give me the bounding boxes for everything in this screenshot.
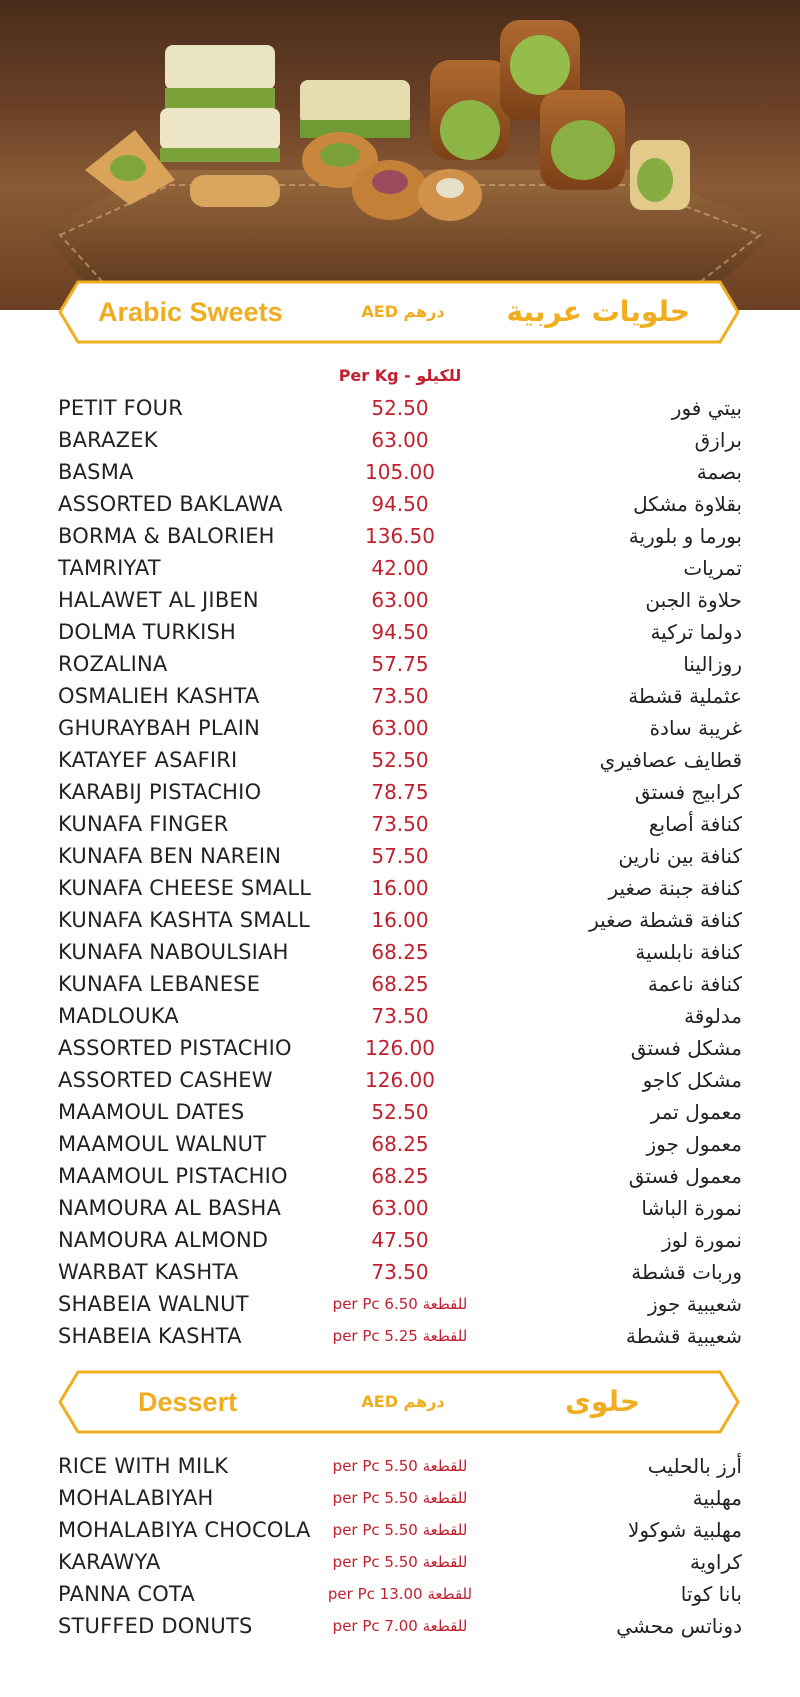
- item-name-en: ASSORTED BAKLAWA: [58, 492, 283, 516]
- item-name-ar: برازق: [694, 428, 742, 452]
- item-name-ar: مدلوقة: [684, 1004, 742, 1028]
- menu-item-row: [0, 456, 800, 488]
- menu-item-row: [0, 584, 800, 616]
- item-name-en: MOHALABIYAH: [58, 1486, 214, 1510]
- section-title-en: Arabic Sweets: [98, 297, 283, 327]
- item-name-en: NAMOURA ALMOND: [58, 1228, 269, 1252]
- arabic-sweets-list: [0, 392, 800, 1352]
- item-price: 73.50: [371, 684, 429, 708]
- item-name-en: RICE WITH MILK: [58, 1454, 229, 1478]
- item-name-en: KUNAFA CHEESE SMALL: [58, 876, 312, 900]
- menu-item-row: [0, 1032, 800, 1064]
- menu-item-row: [0, 1482, 800, 1514]
- menu-item-row: [0, 552, 800, 584]
- menu-item-row: [0, 392, 800, 424]
- item-name-en: OSMALIEH KASHTA: [58, 684, 260, 708]
- menu-item-row: [0, 424, 800, 456]
- item-name-ar: بصمة: [696, 460, 742, 484]
- menu-item-row: [0, 1578, 800, 1610]
- item-name-en: KUNAFA FINGER: [58, 812, 229, 836]
- item-name-ar: بورما و بلورية: [628, 524, 742, 548]
- item-price: 68.25: [371, 1164, 429, 1188]
- menu-item-row: [0, 520, 800, 552]
- item-name-en: STUFFED DONUTS: [58, 1614, 253, 1638]
- item-price: 63.00: [371, 428, 429, 452]
- item-price: 47.50: [371, 1228, 429, 1252]
- item-price: 94.50: [371, 492, 429, 516]
- item-price: per Pc 5.50 للقطعة: [332, 1553, 468, 1571]
- currency-label: AED درهم: [361, 1392, 445, 1411]
- item-name-en: SHABEIA WALNUT: [58, 1292, 249, 1316]
- menu-item-row: [0, 936, 800, 968]
- item-name-en: KUNAFA LEBANESE: [58, 972, 261, 996]
- item-name-en: SHABEIA KASHTA: [58, 1324, 242, 1348]
- item-name-ar: نمورة الباشا: [641, 1196, 742, 1220]
- item-price: per Pc 6.50 للقطعة: [332, 1295, 468, 1313]
- item-name-ar: حلاوة الجبن: [645, 588, 742, 612]
- item-price: 73.50: [371, 1004, 429, 1028]
- item-name-ar: شعيبية قشطة: [625, 1324, 742, 1348]
- unit-label: Per Kg - للكيلو: [338, 366, 462, 385]
- item-name-en: ASSORTED PISTACHIO: [58, 1036, 292, 1060]
- item-name-ar: بيتي فور: [671, 396, 742, 420]
- item-name-ar: كرابيج فستق: [634, 780, 742, 804]
- item-name-ar: كنافة قشطة صغير: [589, 908, 742, 932]
- item-name-en: ASSORTED CASHEW: [58, 1068, 273, 1092]
- item-name-en: BORMA & BALORIEH: [58, 524, 275, 548]
- item-price: 42.00: [371, 556, 429, 580]
- item-price: 68.25: [371, 972, 429, 996]
- item-name-ar: معمول تمر: [650, 1100, 742, 1124]
- item-name-en: BARAZEK: [58, 428, 158, 452]
- currency-label: AED درهم: [361, 302, 445, 321]
- item-name-en: MAAMOUL PISTACHIO: [58, 1164, 288, 1188]
- item-name-ar: مشكل فستق: [630, 1036, 742, 1060]
- item-name-en: MADLOUKA: [58, 1004, 179, 1028]
- menu-item-row: [0, 840, 800, 872]
- item-name-ar: كنافة أصابع: [648, 812, 742, 836]
- item-name-en: KARABIJ PISTACHIO: [58, 780, 262, 804]
- item-name-en: KATAYEF ASAFIRI: [58, 748, 238, 772]
- menu-item-row: [0, 1192, 800, 1224]
- section-banner-dessert: [58, 1370, 740, 1434]
- item-name-ar: دوناتس محشي: [616, 1614, 742, 1638]
- menu-item-row: [0, 1096, 800, 1128]
- item-name-ar: بقلاوة مشكل: [633, 492, 742, 516]
- item-name-en: KUNAFA KASHTA SMALL: [58, 908, 310, 932]
- menu-item-row: [0, 648, 800, 680]
- item-price: 63.00: [371, 716, 429, 740]
- item-name-en: ROZALINA: [58, 652, 168, 676]
- item-price: 136.50: [365, 524, 435, 548]
- item-price: 52.50: [371, 396, 429, 420]
- item-name-ar: روزالينا: [683, 652, 742, 676]
- item-name-en: NAMOURA AL BASHA: [58, 1196, 282, 1220]
- item-price: per Pc 13.00 للقطعة: [327, 1585, 473, 1603]
- item-price: per Pc 5.25 للقطعة: [332, 1327, 468, 1345]
- item-price: per Pc 7.00 للقطعة: [332, 1617, 468, 1635]
- item-name-en: PETIT FOUR: [58, 396, 184, 420]
- menu-item-row: [0, 1450, 800, 1482]
- item-name-en: MAAMOUL WALNUT: [58, 1132, 267, 1156]
- menu-item-row: [0, 744, 800, 776]
- item-name-ar: كنافة بين نارين: [618, 844, 742, 868]
- item-name-ar: عثملية قشطة: [628, 684, 742, 708]
- item-price: 105.00: [365, 460, 435, 484]
- item-price: 78.75: [371, 780, 429, 804]
- item-price: 73.50: [371, 1260, 429, 1284]
- item-name-ar: تمريات: [683, 556, 742, 580]
- item-name-en: MAAMOUL DATES: [58, 1100, 245, 1124]
- hero-image: [0, 0, 800, 310]
- menu-item-row: [0, 872, 800, 904]
- item-price: 52.50: [371, 748, 429, 772]
- item-price: 16.00: [371, 908, 429, 932]
- menu-item-row: [0, 776, 800, 808]
- menu-item-row: [0, 1320, 800, 1352]
- section-title-en: Dessert: [138, 1387, 238, 1417]
- menu-item-row: [0, 616, 800, 648]
- menu-item-row: [0, 1128, 800, 1160]
- item-price: per Pc 5.50 للقطعة: [332, 1521, 468, 1539]
- section-banner-arabic-sweets: [58, 280, 740, 344]
- menu-item-row: [0, 1288, 800, 1320]
- section-title-ar: حلويات عربية: [506, 295, 690, 328]
- item-price: 94.50: [371, 620, 429, 644]
- item-name-en: BASMA: [58, 460, 134, 484]
- item-name-ar: كنافة جبنة صغير: [608, 876, 742, 900]
- item-name-en: WARBAT KASHTA: [58, 1260, 239, 1284]
- item-price: per Pc 5.50 للقطعة: [332, 1457, 468, 1475]
- item-price: 57.75: [371, 652, 429, 676]
- item-price: 68.25: [371, 940, 429, 964]
- item-name-ar: معمول فستق: [628, 1164, 742, 1188]
- item-price: 68.25: [371, 1132, 429, 1156]
- item-price: 73.50: [371, 812, 429, 836]
- menu-item-row: [0, 968, 800, 1000]
- item-name-en: MOHALABIYA CHOCOLA: [58, 1518, 311, 1542]
- item-name-en: DOLMA TURKISH: [58, 620, 237, 644]
- menu-item-row: [0, 680, 800, 712]
- item-price: 16.00: [371, 876, 429, 900]
- item-name-ar: كراوية: [689, 1550, 742, 1574]
- dessert-list: [0, 1450, 800, 1642]
- item-name-ar: معمول جوز: [646, 1132, 742, 1156]
- item-name-ar: نمورة لوز: [661, 1228, 742, 1252]
- item-name-ar: مشكل كاجو: [642, 1068, 742, 1092]
- item-name-ar: غريبة سادة: [649, 716, 742, 740]
- item-name-en: GHURAYBAH PLAIN: [58, 716, 261, 740]
- menu-item-row: [0, 488, 800, 520]
- item-price: 57.50: [371, 844, 429, 868]
- menu-item-row: [0, 1160, 800, 1192]
- item-name-en: PANNA COTA: [58, 1582, 195, 1606]
- sweets-platter-illustration: [0, 0, 800, 310]
- item-name-ar: كنافة نابلسية: [635, 940, 742, 964]
- menu-item-row: [0, 1546, 800, 1578]
- item-name-ar: مهلبية: [692, 1486, 742, 1510]
- menu-item-row: [0, 1000, 800, 1032]
- item-price: per Pc 5.50 للقطعة: [332, 1489, 468, 1507]
- item-name-ar: أرز بالحليب: [647, 1454, 742, 1478]
- menu-item-row: [0, 808, 800, 840]
- item-name-ar: بانا كوتا: [680, 1582, 742, 1606]
- item-price: 126.00: [365, 1036, 435, 1060]
- item-name-en: HALAWET AL JIBEN: [58, 588, 259, 612]
- item-price: 63.00: [371, 588, 429, 612]
- item-name-en: TAMRIYAT: [58, 556, 161, 580]
- item-name-en: KUNAFA BEN NAREIN: [58, 844, 282, 868]
- item-price: 63.00: [371, 1196, 429, 1220]
- item-name-ar: وربات قشطة: [631, 1260, 742, 1284]
- menu-item-row: [0, 1256, 800, 1288]
- menu-item-row: [0, 1064, 800, 1096]
- item-name-ar: دولما تركية: [650, 620, 742, 644]
- menu-item-row: [0, 1610, 800, 1642]
- item-name-en: KARAWYA: [58, 1550, 161, 1574]
- section-title-ar: حلوى: [565, 1385, 640, 1418]
- item-name-ar: شعيبية جوز: [648, 1292, 742, 1316]
- menu-item-row: [0, 712, 800, 744]
- menu-item-row: [0, 1224, 800, 1256]
- menu-item-row: [0, 904, 800, 936]
- item-price: 52.50: [371, 1100, 429, 1124]
- menu-item-row: [0, 1514, 800, 1546]
- item-name-ar: مهلبية شوكولا: [627, 1518, 742, 1542]
- item-price: 126.00: [365, 1068, 435, 1092]
- item-name-ar: قطايف عصافيري: [599, 748, 742, 772]
- item-name-en: KUNAFA NABOULSIAH: [58, 940, 289, 964]
- item-name-ar: كنافة ناعمة: [647, 972, 742, 996]
